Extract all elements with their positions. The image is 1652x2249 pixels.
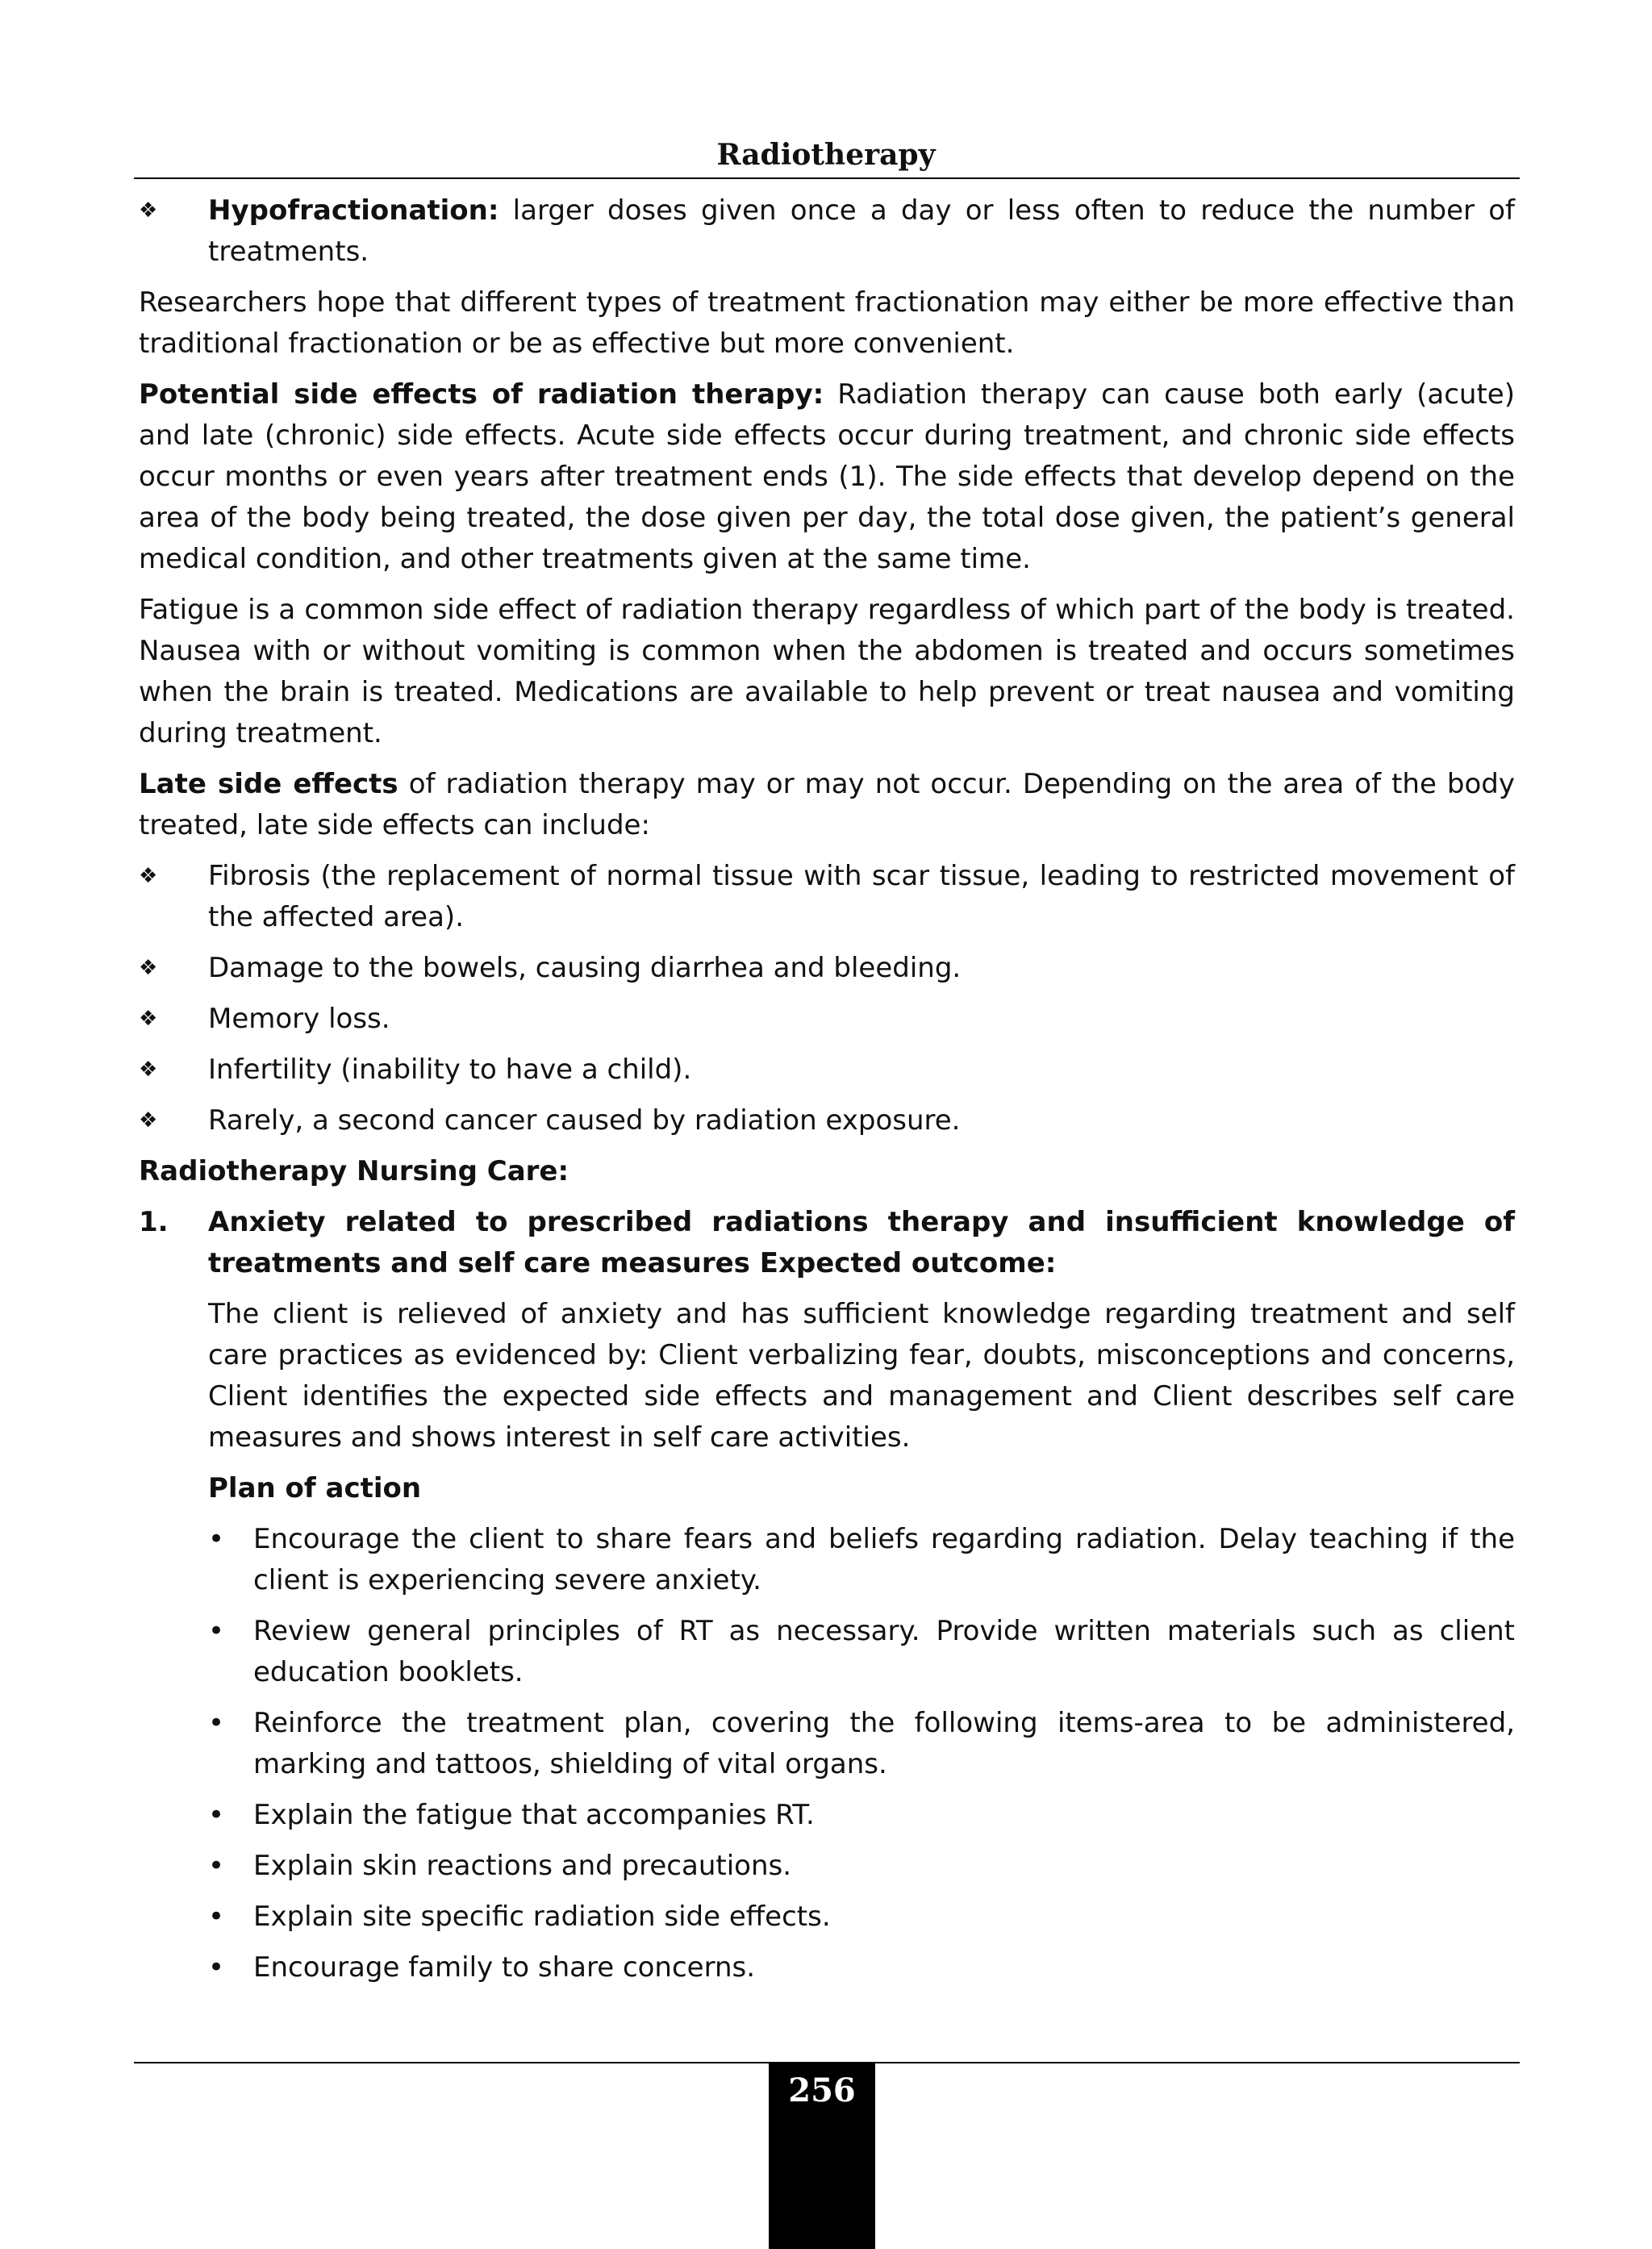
heading-text: Radiotherapy Nursing Care: — [139, 1155, 569, 1187]
paragraph-potential-side-effects — [139, 374, 1515, 580]
diamond-bullet-icon: ❖ — [139, 956, 158, 980]
list-item — [208, 1611, 1515, 1693]
list-item-text: Explain the fatigue that accompanies RT. — [253, 1799, 815, 1831]
list-item — [139, 999, 1515, 1040]
term-definition: larger doses given once a day or less often to reduce the number of treatments. — [208, 194, 1515, 268]
item-number: 1. — [139, 1206, 169, 1238]
list-item — [139, 190, 1515, 273]
list-item — [208, 1947, 1515, 1988]
bullet-dot-icon: • — [208, 1951, 225, 1984]
diamond-bullet-icon: ❖ — [139, 1007, 158, 1031]
list-item — [139, 1100, 1515, 1141]
bullet-dot-icon: • — [208, 1799, 225, 1831]
bullet-dot-icon: • — [208, 1901, 225, 1933]
term-hypofractionation: Hypofractionation: — [208, 194, 499, 227]
diagnosis-item — [139, 1202, 1515, 1284]
list-item-text: Infertility (inability to have a child). — [208, 1054, 692, 1086]
diamond-bullet-icon: ❖ — [139, 1108, 158, 1133]
heading-late-side-effects: Late side effects — [139, 768, 398, 800]
page-number: 256 — [788, 2072, 856, 2109]
list-item-text: Encourage family to share concerns. — [253, 1951, 756, 1984]
running-header: Radiotherapy — [716, 138, 936, 172]
list-item — [208, 1795, 1515, 1836]
list-item — [139, 948, 1515, 989]
plan-of-action-list — [208, 1519, 1515, 1988]
diamond-bullet-icon: ❖ — [139, 198, 158, 223]
late-effects-list — [139, 856, 1515, 1141]
list-item — [208, 1519, 1515, 1601]
list-item-text: Encourage the client to share fears and beliefs regarding radiation. Delay teaching if the client is experiencing severe anxiety. — [253, 1523, 1515, 1596]
list-item-text: Damage to the bowels, causing diarrhea and bleeding. — [208, 952, 962, 984]
bullet-dot-icon: • — [208, 1707, 225, 1739]
header-rule — [134, 177, 1520, 179]
plan-of-action-heading — [208, 1468, 1515, 1509]
paragraph-text: Radiation therapy can cause both early (acute) and late (chronic) side effects. Acute side effects occur during treatment, and chronic side effects occur months or even years after treatment ends (1). The side effects that develop depend on the area of the body being treated, the dose given per day, the total dose given, the patient’s general medical condition, and other treatments given at the same time. — [139, 378, 1515, 575]
list-item — [208, 1846, 1515, 1887]
list-item — [139, 1049, 1515, 1091]
diagnosis-title: Anxiety related to prescribed radiations therapy and insufficient knowledge of treatments and self care measures Expected outcome: — [208, 1206, 1515, 1279]
bullet-dot-icon: • — [208, 1523, 225, 1555]
list-item — [208, 1896, 1515, 1938]
bullet-dot-icon: • — [208, 1615, 225, 1647]
list-item — [208, 1703, 1515, 1785]
diamond-bullet-icon: ❖ — [139, 1058, 158, 1082]
list-item-text: Memory loss. — [208, 1003, 390, 1035]
diamond-bullet-icon: ❖ — [139, 864, 158, 888]
page-body — [139, 190, 1515, 1988]
bullet-dot-icon: • — [208, 1850, 225, 1882]
paragraph-late-side-effects — [139, 764, 1515, 846]
list-item — [139, 856, 1515, 938]
paragraph-text: of radiation therapy may or may not occur. Depending on the area of the body treated, late side effects can include: — [139, 768, 1515, 841]
list-item-text: Explain site specific radiation side effects. — [253, 1901, 831, 1933]
section-heading-nursing-care — [139, 1151, 1515, 1192]
list-item-text: Explain skin reactions and precautions. — [253, 1850, 792, 1882]
heading-text: Plan of action — [208, 1472, 422, 1504]
list-item-text: Reinforce the treatment plan, covering the following items-area to be administered, marking and tattoos, shielding of vital organs. — [253, 1707, 1515, 1780]
paragraph-researchers: Researchers hope that different types of treatment fractionation may either be more effective than traditional fractionation or be as effective but more convenient. — [139, 286, 1515, 360]
list-item-text: Review general principles of RT as necessary. Provide written materials such as client education booklets. — [253, 1615, 1515, 1688]
list-item-text: Rarely, a second cancer caused by radiation exposure. — [208, 1104, 961, 1137]
expected-outcome-text: The client is relieved of anxiety and has sufficient knowledge regarding treatment and self care practices as evidenced by: Client verbalizing fear, doubts, misconceptions and concerns, Client identifies the expected side effects and management and Client describes self care measures and shows interest in self care activities. — [208, 1298, 1515, 1454]
heading-potential-side-effects: Potential side effects of radiation therapy: — [139, 378, 824, 411]
paragraph-fatigue: Fatigue is a common side effect of radiation therapy regardless of which part of the body is treated. Nausea with or without vomiting is common when the abdomen is treated and occurs sometimes when the brain is treated. Medications are available to help prevent or treat nausea and vomiting during treatment. — [139, 594, 1515, 749]
list-item-text: Fibrosis (the replacement of normal tissue with scar tissue, leading to restricted movement of the affected area). — [208, 860, 1515, 933]
